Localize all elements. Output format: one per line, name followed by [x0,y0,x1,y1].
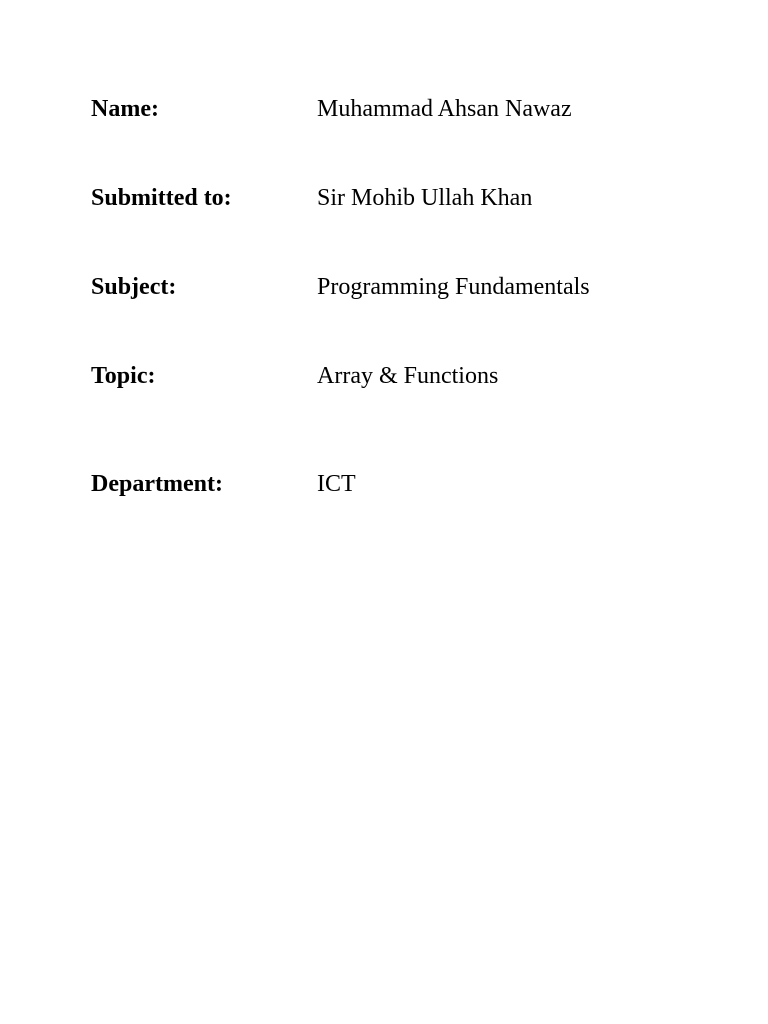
name-value: Muhammad Ahsan Nawaz [317,96,572,122]
topic-value: Array & Functions [317,363,499,389]
name-row [91,94,711,124]
subject-value: Programming Fundamentals [317,274,590,300]
submitted-to-row [91,183,711,213]
subject-label: Subject: [91,274,177,300]
department-value: ICT [317,471,356,497]
department-row [91,469,711,499]
subject-row [91,272,711,302]
name-label: Name: [91,96,159,122]
department-label: Department: [91,471,223,497]
submitted-to-label: Submitted to: [91,185,232,211]
topic-label: Topic: [91,363,156,389]
submitted-to-value: Sir Mohib Ullah Khan [317,185,533,211]
topic-row [91,361,711,391]
